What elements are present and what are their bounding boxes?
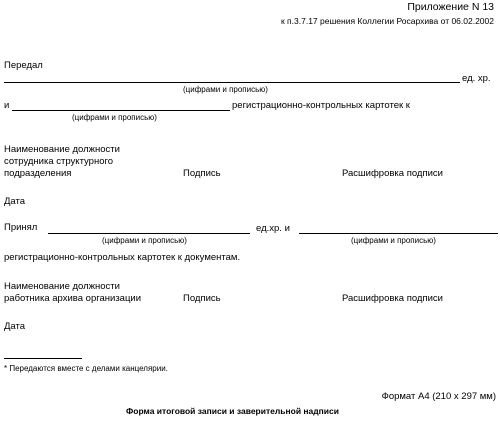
transferred-label: Передал [4, 60, 43, 71]
appendix-reference: к п.3.7.17 решения Коллегии Росархива от 06.02.2002 [280, 16, 494, 26]
cards-hint: (цифрами и прописью) [72, 113, 157, 122]
form-caption: Форма итоговой записи и заверительной надписи [126, 406, 339, 416]
units-count-line [4, 82, 460, 83]
accepted-cards-text: регистрационно-контрольных картотек к документам. [4, 252, 241, 263]
footnote-separator [4, 358, 82, 359]
accepted-cards-hint: (цифрами и прописью) [351, 236, 436, 245]
accepted-units-hint: (цифрами и прописью) [102, 236, 187, 245]
archive-position-line-1: Наименование должности [4, 281, 120, 292]
signature-decoding-label: Расшифровка подписи [342, 168, 443, 179]
page-format: Формат А4 (210 x 297 мм) [381, 391, 496, 402]
archive-decoding-label: Расшифровка подписи [342, 293, 443, 304]
archive-position-line-2: работника архива организации [4, 293, 142, 304]
position-title-line-1: Наименование должности [4, 144, 120, 155]
and-label: и [4, 100, 10, 111]
archive-date-label: Дата [4, 321, 26, 332]
accepted-units-line [48, 233, 250, 234]
position-title-line-3: подразделения [4, 168, 72, 179]
units-hint: (цифрами и прописью) [183, 85, 268, 94]
units-suffix: ед. хр. [462, 73, 491, 84]
signature-label: Подпись [183, 168, 221, 179]
footnote: * Передаются вместе с делами канцелярии. [4, 364, 168, 373]
accepted-cards-line [299, 233, 498, 234]
date-label: Дата [4, 196, 26, 207]
position-title-line-2: сотрудника структурного [4, 156, 114, 167]
cards-text: регистрационно-контрольных картотек к [232, 100, 410, 111]
accepted-label: Принял [4, 222, 38, 233]
cards-count-line [12, 110, 230, 111]
appendix-title: Приложение N 13 [407, 1, 494, 13]
units-and-label: ед.хр. и [256, 223, 290, 234]
archive-signature-label: Подпись [183, 293, 221, 304]
